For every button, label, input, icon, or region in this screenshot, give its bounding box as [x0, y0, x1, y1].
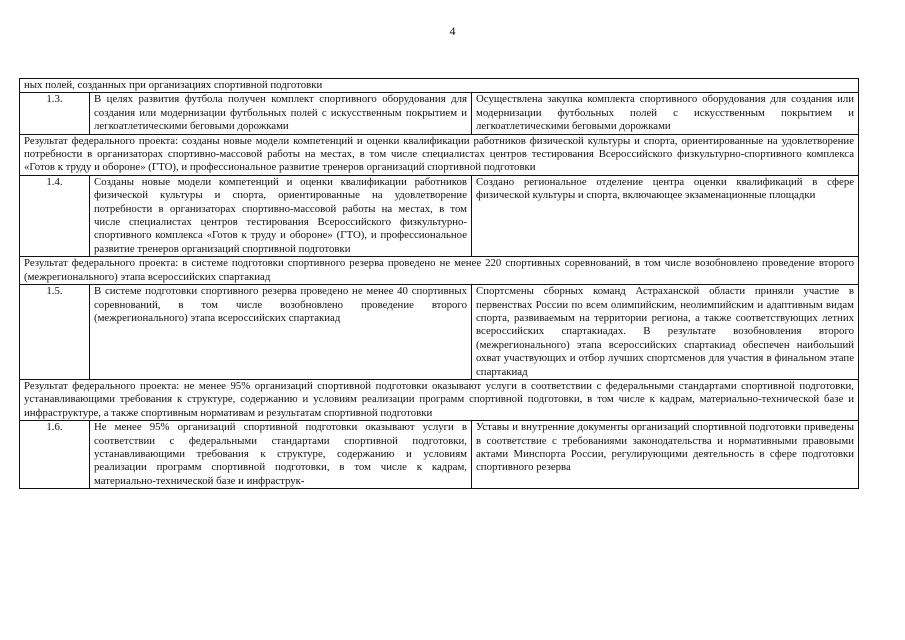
- section-row: [20, 134, 859, 175]
- section-heading: Результат федерального проекта: созданы новые модели компетенций и оценки квалификации работников физической культуры и спорта, ориентированные на удовлетворение потребности в организаторах спортивно-массовой работы на местах, в том числе специалистах центров тестирования Всероссийского физкультурно-спортивного комплекса «Готов к труду и обороне» (ГТО), и профессиональное развитие тренеров организаций спортивной подготовки: [20, 134, 859, 175]
- table-row: [20, 421, 859, 489]
- task-cell: В целях развития футбола получен комплект спортивного оборудования для создания или модернизации футбольных полей с искусственным покрытием и легкоатлетическими беговыми дорожками: [90, 93, 472, 134]
- table-row: [20, 285, 859, 380]
- page-number: 4: [449, 24, 456, 38]
- results-table: [19, 78, 859, 489]
- row-number: 1.4.: [20, 175, 90, 256]
- task-cell: В системе подготовки спортивного резерва проведено не менее 40 спортивных соревнований, в том числе возобновлено проведение второго (межрегионального) этапа всероссийских спартакиад: [90, 285, 472, 380]
- table-row: [20, 175, 859, 256]
- result-cell: Осуществлена закупка комплекта спортивного оборудования для создания или модернизации футбольных полей с искусственным покрытием и легкоатлетическими беговыми дорожками: [472, 93, 859, 134]
- result-cell: Уставы и внутренние документы организаций спортивной подготовки приведены в соответствие с требованиями законодательства и нормативными правовыми актами Минспорта России, регулирующими деятельность в сфере подготовки спортивного резерва: [472, 421, 859, 489]
- task-cell: Созданы новые модели компетенций и оценки квалификации работников физической культуры и спорта, ориентированные на удовлетворение потребности в организаторах спортивно-массовой работы на местах, в том числе специалистах центров тестирования Всероссийского физкультурно-спортивного комплекса «Готов к труду и обороне» (ГТО), и профессиональное развитие тренеров организаций спортивной подготовки: [90, 175, 472, 256]
- table-row: [20, 79, 859, 93]
- result-cell: Спортсмены сборных команд Астраханской области приняли участие в первенствах России по всем олимпийским, неолимпийским и адаптивным видам спорта, развиваемым на территории региона, а также соответствующих летних всероссийских спартакиадах. В результате возобновления второго (межрегионального) этапа всероссийских спартакиад обеспечен наибольший охват участвующих и отбор лучших спортсменов для участия в финальном этапе спартакиад: [472, 285, 859, 380]
- table-row: [20, 93, 859, 134]
- section-heading: Результат федерального проекта: не менее 95% организаций спортивной подготовки оказывают услуги в соответствии с федеральными стандартами спортивной подготовки, устанавливающими требования к структуре, содержанию и условиям реализации программ спортивной подготовки, в том числе к кадрам, материально-технической базе и инфраструктуре, а также спортивным нормативам и результатам спортивной подготовки: [20, 379, 859, 420]
- section-row: [20, 257, 859, 285]
- section-row: [20, 379, 859, 420]
- result-cell: Создано региональное отделение центра оценки квалификаций в сфере физической культуры и спорта, включающее экзаменационные площадки: [472, 175, 859, 256]
- row-number: 1.6.: [20, 421, 90, 489]
- section-heading: Результат федерального проекта: в системе подготовки спортивного резерва проведено не менее 220 спортивных соревнований, в том числе возобновлено проведение второго (межрегионального) этапа всероссийских спартакиад: [20, 257, 859, 285]
- task-cell: Не менее 95% организаций спортивной подготовки оказывают услуги в соответствии с федеральными стандартами спортивной подготовки, устанавливающими требования к структуре, содержанию и условиям реализации программ спортивной подготовки, в том числе к кадрам, материально-технической базе и инфраструк-: [90, 421, 472, 489]
- row-number: 1.5.: [20, 285, 90, 380]
- header-continuation: ных полей, созданных при организациях спортивной подготовки: [20, 79, 859, 93]
- row-number: 1.3.: [20, 93, 90, 134]
